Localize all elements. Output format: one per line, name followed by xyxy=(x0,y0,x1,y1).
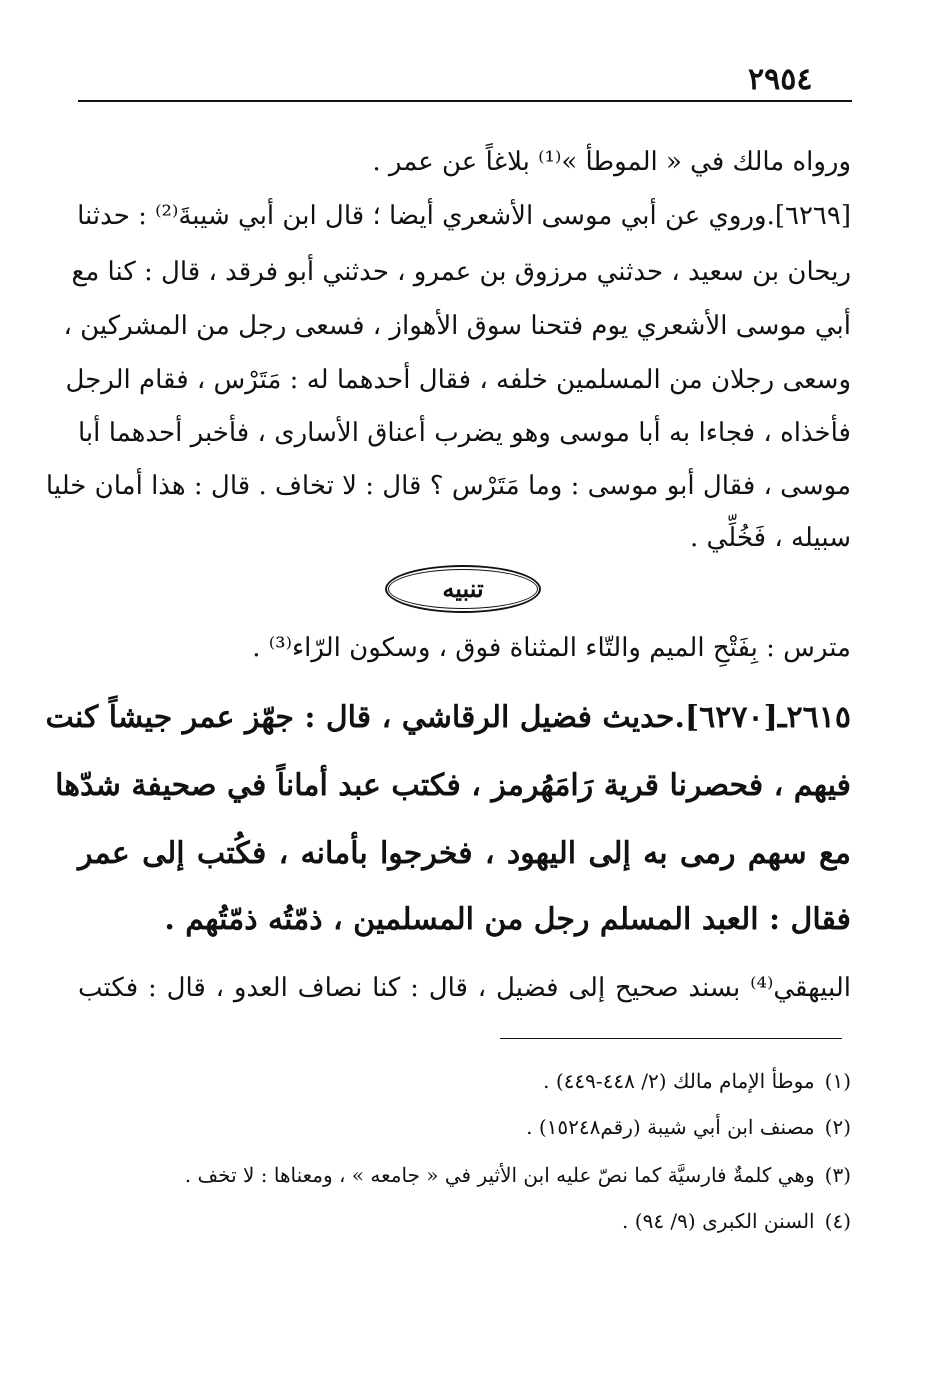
notice-title: تنبيه xyxy=(442,574,484,603)
footnote-number: (١) xyxy=(824,1069,851,1093)
body-line-6: فأخذاه ، فجاءا به أبا موسى وهو يضرب أعناق الأسارى ، فأخبر أحدهما أبا xyxy=(78,418,851,448)
hadith-line-2: فيهم ، فحصرنا قرية رَامَهُرمز ، فكتب عبد أماناً في صحيفة شدّها xyxy=(55,768,851,803)
page-number: ٢٩٥٤ xyxy=(748,62,813,97)
body-line-after-hadith: البيهقي⁽⁴⁾ بسند صحيح إلى فضيل ، قال : كنا نصاف العدو ، قال : فكتب xyxy=(78,973,851,1003)
footnote-text: مصنف ابن أبي شيبة (رقم١٥٢٤٨) . xyxy=(526,1115,815,1139)
footnote-4 xyxy=(622,1206,851,1236)
footnote-3 xyxy=(185,1160,851,1190)
footnote-text: السنن الكبرى (٩/ ٩٤) . xyxy=(622,1209,815,1233)
notice-text: مترس : بِفَتْحِ الميم والتّاء المثناة فوق ، وسكون الرّاء⁽³⁾ . xyxy=(252,633,851,663)
body-line-4: أبي موسى الأشعري يوم فتحنا سوق الأهواز ، فسعى رجل من المشركين ، xyxy=(63,311,851,341)
body-line-3: ريحان بن سعيد ، حدثني مرزوق بن عمرو ، حدثني أبو فرقد ، قال : كنا مع xyxy=(71,257,851,287)
body-line-1: ورواه مالك في « الموطأ »⁽¹⁾ بلاغاً عن عمر . xyxy=(372,147,851,177)
body-line-5: وسعى رجلان من المسلمين خلفه ، فقال أحدهما له : مَتَرْس ، فقام الرجل xyxy=(65,365,851,395)
hadith-line-4: فقال : العبد المسلم رجل من المسلمين ، ذمّتُه ذمّتُهم . xyxy=(164,902,851,937)
footnote-number: (٣) xyxy=(824,1163,851,1187)
notice-heading xyxy=(385,565,541,613)
footnote-divider xyxy=(500,1038,842,1039)
footnote-number: (٤) xyxy=(824,1209,851,1233)
footnote-1 xyxy=(543,1066,851,1096)
footnote-text: موطأ الإمام مالك (٢/ ٤٤٨-٤٤٩) . xyxy=(543,1069,815,1093)
body-line-7: موسى ، فقال أبو موسى : وما مَتَرْس ؟ قال : لا تخاف . قال : هذا أمان خليا xyxy=(45,471,851,501)
header-divider xyxy=(78,100,852,102)
footnote-number: (٢) xyxy=(824,1115,851,1139)
hadith-line-3: مع سهم رمى به إلى اليهود ، فخرجوا بأمانه ، فكُتب إلى عمر xyxy=(78,836,851,871)
footnote-text: وهي كلمةٌ فارسيَّة كما نصّ عليه ابن الأثير في « جامعه » ، ومعناها : لا تخف . xyxy=(184,1163,815,1187)
body-line-8: سبيله ، فَخُلِّي . xyxy=(690,523,851,553)
footnote-2 xyxy=(526,1112,851,1142)
body-line-2: [٦٢٦٩].وروي عن أبي موسى الأشعري أيضا ؛ قال ابن أبي شيبةَ⁽²⁾ : حدثنا xyxy=(77,201,851,231)
hadith-line-1: ٢٦١٥ـ[٦٢٧٠].حديث فضيل الرقاشي ، قال : جهّز عمر جيشاً كنت xyxy=(45,700,851,735)
